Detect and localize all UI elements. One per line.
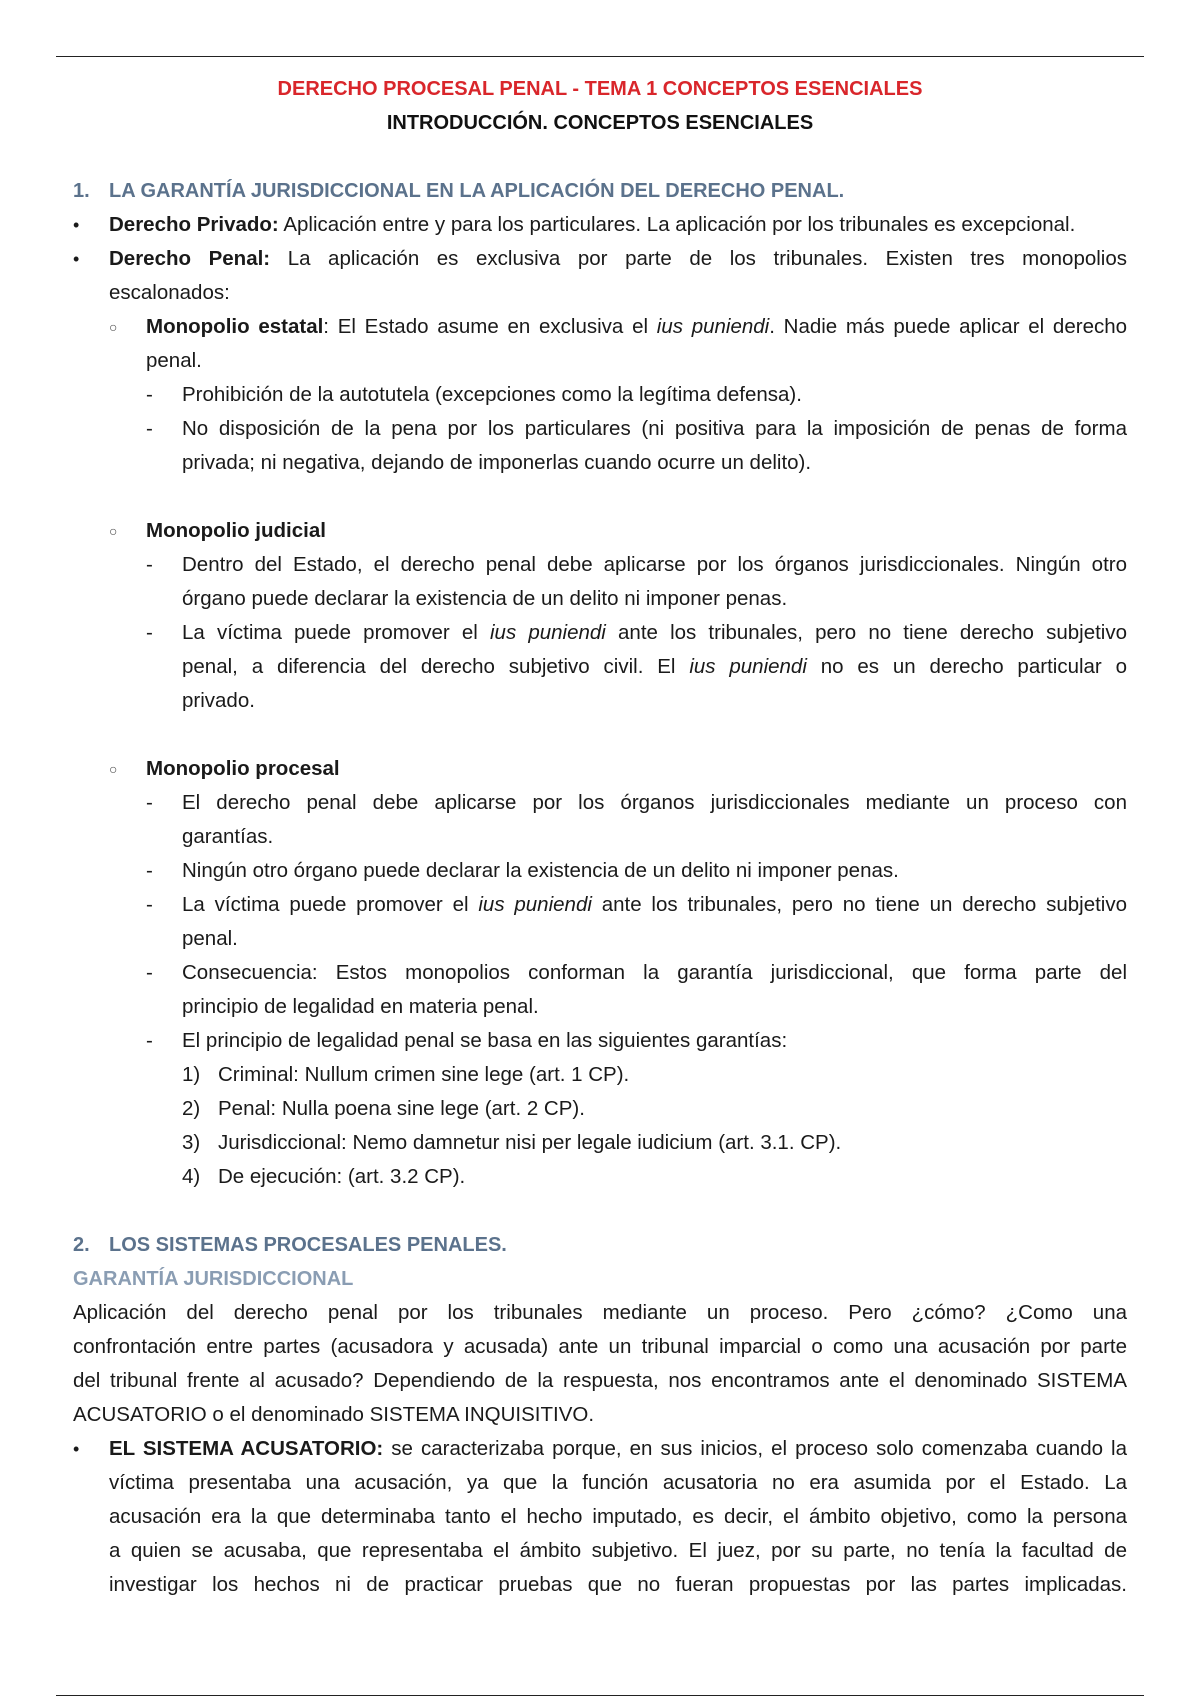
- guarantee-text: Penal: Nulla poena sine lege (art. 2 CP).: [218, 1097, 585, 1120]
- ius-puniendi-term: ius puniendi: [490, 621, 606, 644]
- list-item-monopolio-procesal: [73, 752, 1127, 786]
- derecho-penal-text: La aplicación es exclusiva por parte de los tribunales. Existen tres monopolios: [270, 247, 1128, 270]
- procesal-5-text: El principio de legalidad penal se basa en las siguientes garantías:: [182, 1029, 788, 1052]
- dash-bullet-icon: -: [146, 383, 153, 406]
- monopolio-estatal-text-b: . Nadie más puede aplicar el derecho: [769, 315, 1128, 338]
- guarantee-number: 4): [182, 1165, 201, 1188]
- procesal-3-text: La víctima puede promover el: [182, 893, 479, 916]
- no-disposicion-text-cont: privada; ni negativa, dejando de imponerlas cuando ocurre un delito).: [182, 451, 812, 474]
- monopolio-procesal-label: Monopolio procesal: [146, 757, 340, 780]
- guarantee-number: 2): [182, 1097, 201, 1120]
- list-item-monopolio-judicial: [73, 514, 1127, 548]
- section-2-heading-text: LOS SISTEMAS PROCESALES PENALES.: [109, 1234, 507, 1256]
- derecho-privado-text: Aplicación entre y para los particulares. La aplicación por los tribunales es excepcional.: [278, 213, 1076, 236]
- monopolio-estatal-label: Monopolio estatal: [146, 315, 324, 338]
- judicial-1-text: Dentro del Estado, el derecho penal debe aplicarse por los órganos jurisdiccionales. Ningún otro: [182, 553, 1127, 576]
- paragraph-line: ACUSATORIO o el denominado SISTEMA INQUISITIVO.: [73, 1403, 595, 1426]
- top-rule: [56, 56, 1144, 57]
- section-1-heading-text: LA GARANTÍA JURISDICCIONAL EN LA APLICACIÓN DEL DERECHO PENAL.: [109, 180, 845, 202]
- sistema-acusatorio-line: acusación era la que determinaba tanto el hecho imputado, es decir, el ámbito objetivo, como la persona: [109, 1505, 1127, 1528]
- procesal-3-text-cont: penal.: [182, 927, 238, 950]
- dash-bullet-icon: -: [146, 621, 153, 644]
- guarantee-item: [73, 1058, 1127, 1092]
- autotutela-text: Prohibición de la autotutela (excepciones como la legítima defensa).: [182, 383, 802, 406]
- section-1-heading: [73, 174, 1127, 208]
- guarantee-text: Criminal: Nullum crimen sine lege (art. 1 CP).: [218, 1063, 630, 1086]
- judicial-2-text-end: privado.: [182, 689, 255, 712]
- list-item-judicial-2: [73, 616, 1127, 650]
- procesal-1-text: El derecho penal debe aplicarse por los órganos jurisdiccionales mediante un proceso con: [182, 791, 1127, 814]
- sistema-acusatorio-label: EL SISTEMA ACUSATORIO:: [109, 1437, 384, 1460]
- guarantee-item: [73, 1092, 1127, 1126]
- dash-bullet-icon: -: [146, 961, 153, 984]
- sistema-acusatorio-line: víctima presentaba una acusación, ya que la función acusatoria no era asumida por el Estado. La: [109, 1471, 1127, 1494]
- ius-puniendi-term: ius puniendi: [478, 893, 592, 916]
- paragraph-line: Aplicación del derecho penal por los tribunales mediante un proceso. Pero ¿cómo? ¿Como una: [73, 1301, 1127, 1324]
- paragraph-line: del tribunal frente al acusado? Dependiendo de la respuesta, nos encontramos ante el denominado SISTEMA: [73, 1369, 1127, 1392]
- list-item-sistema-acusatorio: [73, 1432, 1127, 1466]
- dash-bullet-icon: -: [146, 553, 153, 576]
- list-item-autotutela: [73, 378, 1127, 412]
- dash-bullet-icon: -: [146, 417, 153, 440]
- procesal-4-text-cont: principio de legalidad en materia penal.: [182, 995, 539, 1018]
- list-item-derecho-privado: [73, 208, 1127, 242]
- list-item-procesal-3: [73, 888, 1127, 922]
- judicial-2-text-c: penal, a diferencia del derecho subjetivo civil. El: [182, 655, 690, 678]
- section-2-number: 2.: [73, 1234, 90, 1256]
- list-item-monopolio-estatal: [73, 310, 1127, 344]
- monopolio-estatal-text-cont: penal.: [146, 349, 202, 372]
- list-item-procesal-5: [73, 1024, 1127, 1058]
- ius-puniendi-term: ius puniendi: [689, 655, 807, 678]
- document-subtitle: INTRODUCCIÓN. CONCEPTOS ESENCIALES: [386, 112, 814, 134]
- guarantee-number: 3): [182, 1131, 201, 1154]
- circle-bullet-icon: ○: [109, 523, 118, 539]
- guarantee-text: Jurisdiccional: Nemo damnetur nisi per legale iudicium (art. 3.1. CP).: [218, 1131, 842, 1154]
- derecho-privado-label: Derecho Privado:: [109, 213, 279, 236]
- ius-puniendi-term: ius puniendi: [656, 315, 770, 338]
- procesal-2-text: Ningún otro órgano puede declarar la existencia de un delito ni imponer penas.: [182, 859, 899, 882]
- document-title: DERECHO PROCESAL PENAL - TEMA 1 CONCEPTOS ESENCIALES: [277, 78, 923, 100]
- dash-bullet-icon: -: [146, 859, 153, 882]
- monopolio-judicial-label: Monopolio judicial: [146, 519, 326, 542]
- circle-bullet-icon: ○: [109, 761, 118, 777]
- list-item-procesal-4: [73, 956, 1127, 990]
- guarantee-item: [73, 1126, 1127, 1160]
- list-item-procesal-1: [73, 786, 1127, 820]
- sistema-acusatorio-line: a quien se acusaba, que representaba el ámbito subjetivo. El juez, por su parte, no tenía la facultad de: [109, 1539, 1127, 1562]
- list-item-judicial-1: [73, 548, 1127, 582]
- circle-bullet-icon: ○: [109, 319, 118, 335]
- dash-bullet-icon: -: [146, 1029, 153, 1052]
- list-item-derecho-penal: [73, 242, 1127, 276]
- judicial-2-text-cont: [73, 650, 1127, 684]
- derecho-penal-label: Derecho Penal:: [109, 247, 271, 270]
- sistema-acusatorio-text: se caracterizaba porque, en sus inicios, el proceso solo comenzaba cuando la: [383, 1437, 1127, 1460]
- dash-bullet-icon: -: [146, 893, 153, 916]
- judicial-1-text-cont: órgano puede declarar la existencia de un delito ni imponer penas.: [182, 587, 788, 610]
- bullet-icon: •: [73, 215, 80, 235]
- judicial-2-text-d: no es un derecho particular o: [806, 655, 1127, 678]
- bottom-rule: [56, 1695, 1144, 1696]
- procesal-4-text: Consecuencia: Estos monopolios conforman la garantía jurisdiccional, que forma parte del: [182, 961, 1127, 984]
- procesal-1-text-cont: garantías.: [182, 825, 274, 848]
- judicial-2-text: La víctima puede promover el: [182, 621, 490, 644]
- bullet-icon: •: [73, 1439, 80, 1459]
- dash-bullet-icon: -: [146, 791, 153, 814]
- paragraph-line: confrontación entre partes (acusadora y acusada) ante un tribunal imparcial o como una acusación por parte: [73, 1335, 1127, 1358]
- list-item-procesal-2: [73, 854, 1127, 888]
- guarantee-number: 1): [182, 1063, 201, 1086]
- bullet-icon: •: [73, 249, 80, 269]
- section-2-subheading: GARANTÍA JURISDICCIONAL: [73, 1268, 354, 1290]
- derecho-penal-text-cont: escalonados:: [109, 281, 230, 304]
- document-page: [73, 72, 1127, 1602]
- guarantee-item: [73, 1160, 1127, 1194]
- judicial-2-text-b: ante los tribunales, pero no tiene derecho subjetivo: [605, 621, 1128, 644]
- no-disposicion-text: No disposición de la pena por los particulares (ni positiva para la imposición de penas de forma: [182, 417, 1127, 440]
- list-item-no-disposicion: [73, 412, 1127, 446]
- procesal-3-text-b: ante los tribunales, pero no tiene un derecho subjetivo: [591, 893, 1128, 916]
- section-2-heading: [73, 1228, 1127, 1262]
- sistema-acusatorio-line: investigar los hechos ni de practicar pruebas que no fueran propuestas por las partes implicadas.: [109, 1573, 1127, 1596]
- monopolio-estatal-text: : El Estado asume en exclusiva el: [323, 315, 657, 338]
- guarantee-text: De ejecución: (art. 3.2 CP).: [218, 1165, 466, 1188]
- section-1-number: 1.: [73, 180, 90, 202]
